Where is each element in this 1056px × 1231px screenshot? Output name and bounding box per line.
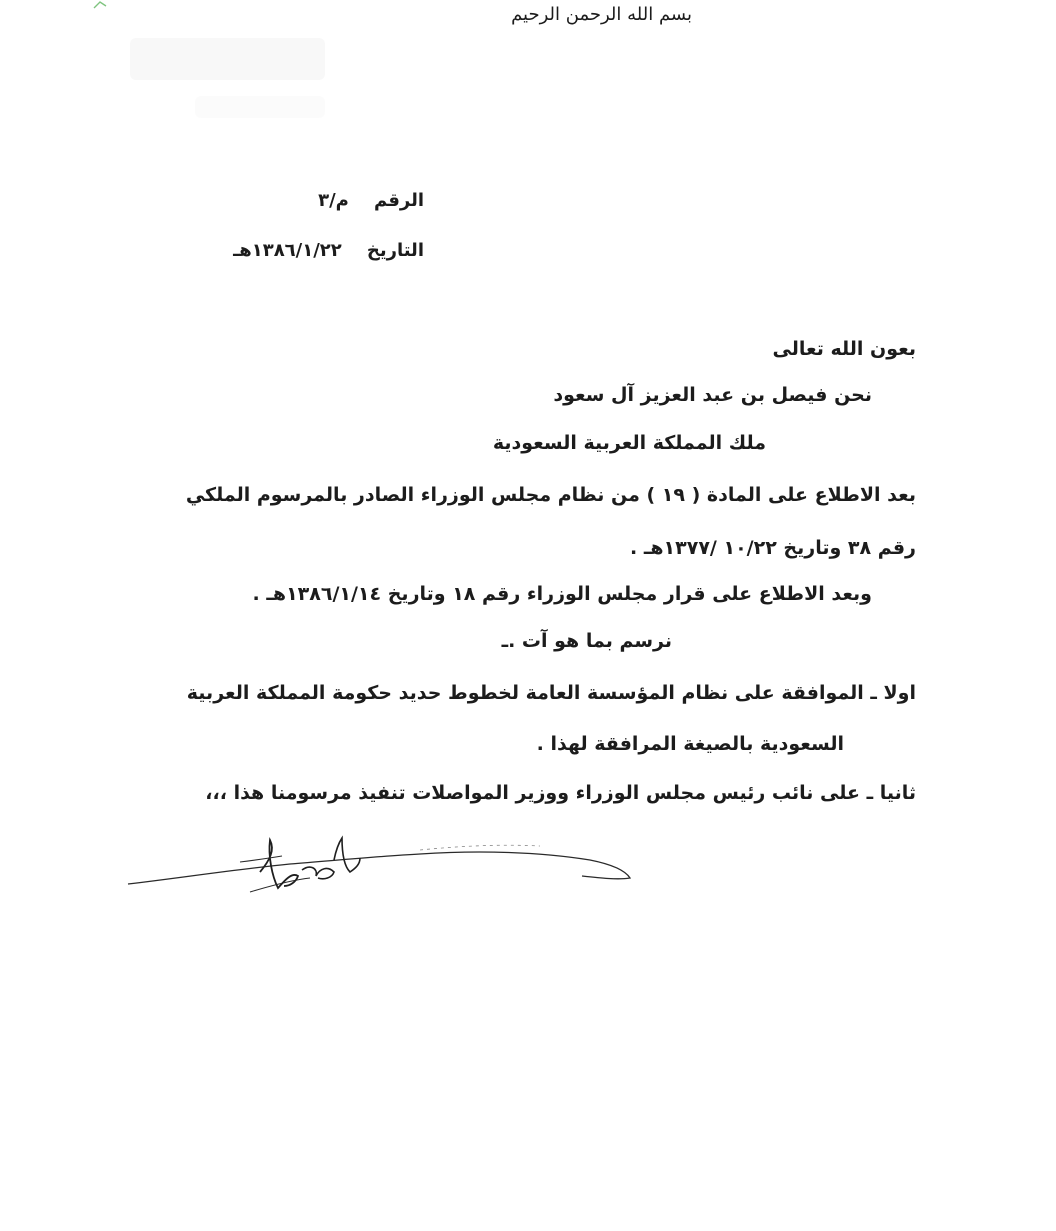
recital-2-line: وبعد الاطلاع على قرار مجلس الوزراء رقم ١٨ وتاريخ ١٣٨٦/١/١٤هـ . (252, 583, 872, 605)
title-line: ملك المملكة العربية السعودية (492, 432, 766, 454)
opening-line: بعون الله تعالى (772, 338, 916, 360)
faded-letterhead-mark (130, 38, 325, 80)
reference-number-value: م/٣ (318, 190, 349, 211)
reference-date-label: التاريخ (366, 240, 424, 261)
reference-date (233, 240, 424, 261)
corner-mark-icon (92, 0, 110, 10)
reference-number (318, 190, 424, 211)
article-2-line: ثانيا ـ على نائب رئيس مجلس الوزراء ووزير المواصلات تنفيذ مرسومنا هذا ،،، (205, 782, 916, 804)
article-1-line-2: السعودية بالصيغة المرافقة لهذا . (536, 733, 844, 755)
article-1-line-1: اولا ـ الموافقة على نظام المؤسسة العامة لخطوط حديد حكومة المملكة العربية (186, 682, 916, 704)
reference-number-label: الرقم (373, 190, 424, 211)
recital-1-line-1: بعد الاطلاع على المادة ( ١٩ ) من نظام مجلس الوزراء الصادر بالمرسوم الملكي (185, 484, 916, 506)
faded-letterhead-mark (195, 96, 325, 118)
basmala-heading: بسم الله الرحمن الرحيم (511, 4, 692, 25)
reference-date-value: ١٣٨٦/١/٢٢هـ (233, 240, 342, 261)
recital-1-line-2: رقم ٣٨ وتاريخ ١٠/٢٢ /١٣٧٧هـ . (630, 537, 916, 559)
handwritten-signature (120, 820, 660, 910)
issuer-line: نحن فيصل بن عبد العزيز آل سعود (553, 384, 872, 406)
decree-intro-line: نرسم بما هو آت .ـ (501, 630, 672, 652)
